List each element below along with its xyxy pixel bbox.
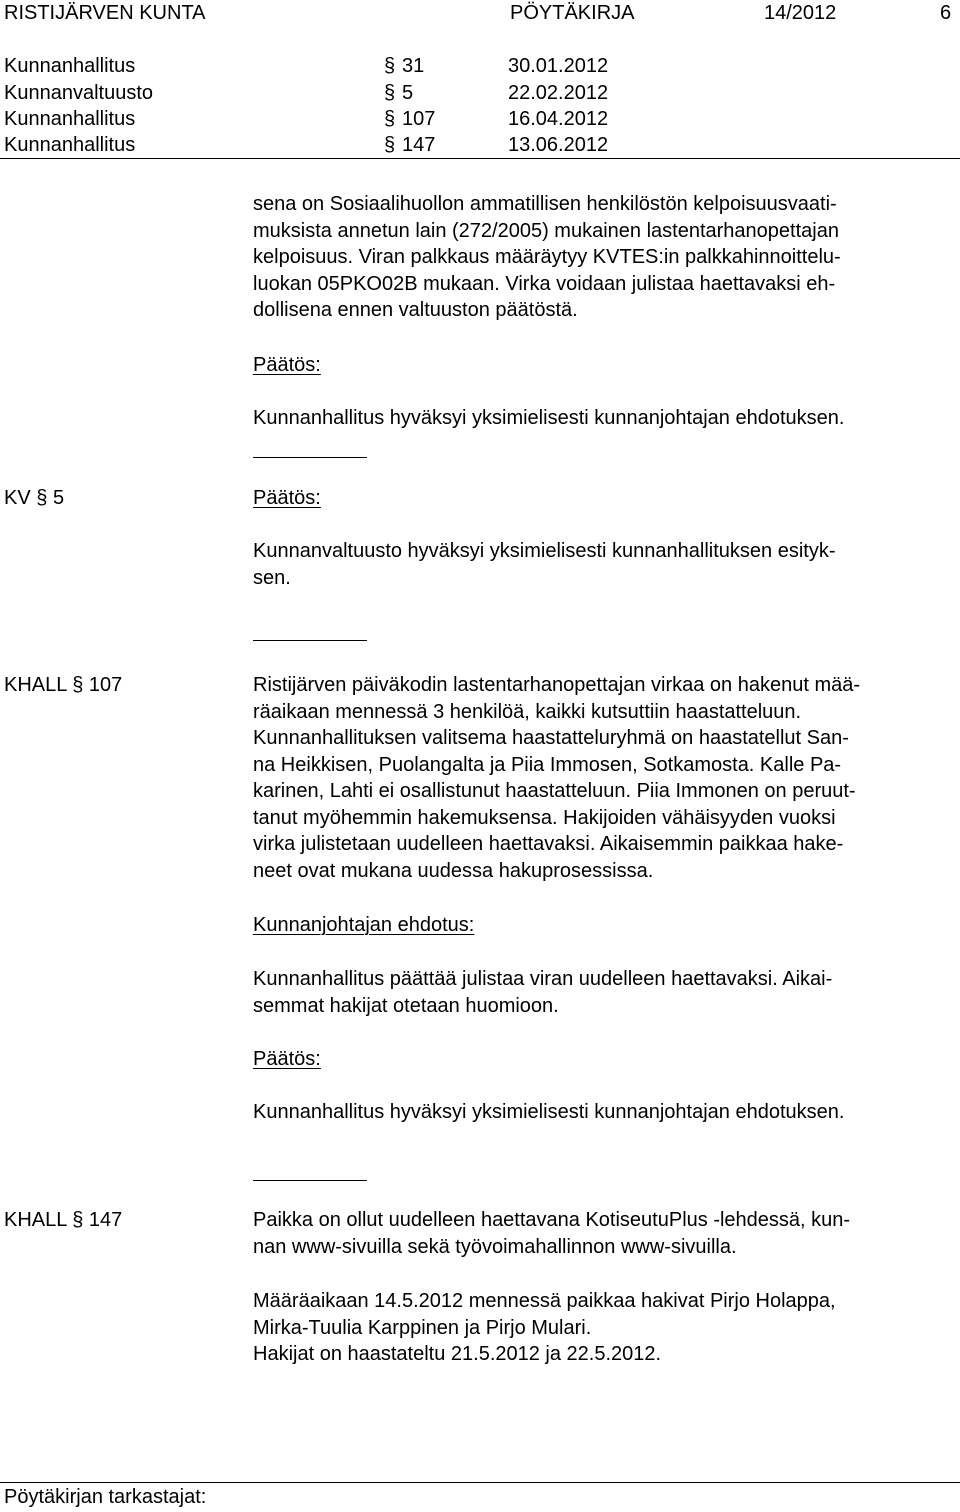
decision-text <box>253 538 836 591</box>
text-line: kelpoisuus. Viran palkkaus määräytyy KVTES:in palkkahinnoittelu- <box>253 246 841 268</box>
section-sign: § <box>384 134 396 156</box>
khall107-paragraph <box>253 672 860 884</box>
decision-label: Päätös: <box>253 487 321 509</box>
section-num: 147 <box>88 1209 123 1231</box>
decision-label: Päätös: <box>253 1048 321 1070</box>
text-line: Määräaikaan 14.5.2012 mennessä paikkaa hakivat Pirjo Holappa, <box>253 1290 836 1312</box>
decision-text: Kunnanhallitus hyväksyi yksimielisesti kunnanjohtajan ehdotuksen. <box>253 407 845 429</box>
section-sign: § <box>72 674 84 696</box>
text-line: Kunnanvaltuusto hyväksyi yksimielisesti kunnanhallituksen esityk- <box>253 540 836 562</box>
text-line: dollisena ennen valtuuston päätöstä. <box>253 299 578 321</box>
separator-rule <box>253 1180 367 1181</box>
history-body: Kunnanvaltuusto <box>4 82 154 104</box>
text-line: nan www-sivuilla sekä työvoimahallinnon www-sivuilla. <box>253 1235 737 1258</box>
separator-rule <box>253 640 367 641</box>
text-line: Mirka-Tuulia Karppinen ja Pirjo Mulari. <box>253 1316 592 1339</box>
history-body: Kunnanhallitus <box>4 108 136 130</box>
text-line: räaikaan mennessä 3 henkilöä, kaikki kutsuttiin haastatteluun. <box>253 700 802 723</box>
khall147-paragraph <box>253 1207 850 1260</box>
history-num: 107 <box>402 108 436 130</box>
text-line: karinen, Lahti ei osallistunut haastatteluun. Piia Immonen on peruut- <box>253 780 856 802</box>
section-num: 107 <box>88 674 123 696</box>
proposal-label: Kunnanjohtajan ehdotus: <box>253 914 475 936</box>
section-heading-khall147 <box>4 1207 122 1233</box>
doc-type: PÖYTÄKIRJA <box>510 2 635 24</box>
history-date: 30.01.2012 <box>508 55 609 77</box>
text-line: sena on Sosiaalihuollon ammatillisen henkilöstön kelpoisuusvaati- <box>253 193 837 215</box>
history-date: 22.02.2012 <box>508 82 609 104</box>
history-num: 5 <box>402 82 414 104</box>
page-number: 6 <box>940 2 952 24</box>
text-line: neet ovat mukana uudessa hakuprosessissa. <box>253 859 654 882</box>
text-line: na Heikkisen, Puolangalta ja Piia Immosen, Sotkamosta. Kalle Pa- <box>253 753 842 776</box>
text-line: virka julistetaan uudelleen haettavaksi. Aikaisemmin paikkaa hake- <box>253 833 844 855</box>
history-body: Kunnanhallitus <box>4 55 136 77</box>
section-sign: § <box>72 1209 84 1231</box>
section-sign: § <box>384 55 396 77</box>
intro-paragraph <box>253 191 841 324</box>
text-line: Paikka on ollut uudelleen haettavana KotiseutuPlus -lehdessä, kun- <box>253 1209 851 1231</box>
text-line: tanut myöhemmin hakemuksensa. Hakijoiden vähäisyyden vuoksi <box>253 806 836 829</box>
text-line: muksista annetun lain (272/2005) mukainen lastentarhanopettajan <box>253 219 839 242</box>
section-prefix: KHALL <box>4 674 67 696</box>
doc-number: 14/2012 <box>764 2 837 24</box>
header-rule <box>0 158 960 159</box>
org-name: RISTIJÄRVEN KUNTA <box>4 2 206 24</box>
section-prefix: KV <box>4 487 31 509</box>
text-line: Ristijärven päiväkodin lastentarhanopettajan virkaa on hakenut mää- <box>253 674 861 696</box>
history-body: Kunnanhallitus <box>4 134 136 156</box>
decision-label: Päätös: <box>253 354 321 376</box>
footer-rule <box>0 1482 960 1483</box>
text-line: Hakijat on haastateltu 21.5.2012 ja 22.5.2012. <box>253 1343 662 1365</box>
section-sign: § <box>36 487 48 509</box>
text-line: semmat hakijat otetaan huomioon. <box>253 994 559 1017</box>
khall147-paragraph-2 <box>253 1288 836 1368</box>
separator-rule <box>253 457 367 458</box>
section-heading-khall107 <box>4 672 122 698</box>
history-date: 13.06.2012 <box>508 134 609 156</box>
decision-text: Kunnanhallitus hyväksyi yksimielisesti kunnanjohtajan ehdotuksen. <box>253 1101 845 1123</box>
text-line: sen. <box>253 566 291 589</box>
footer-label: Pöytäkirjan tarkastajat: <box>4 1486 207 1508</box>
section-sign: § <box>384 108 396 130</box>
section-num: 5 <box>52 487 65 509</box>
history-date: 16.04.2012 <box>508 108 609 130</box>
section-sign: § <box>384 82 396 104</box>
section-prefix: KHALL <box>4 1209 67 1231</box>
text-line: Kunnanhallitus päättää julistaa viran uudelleen haettavaksi. Aikai- <box>253 968 833 990</box>
proposal-text <box>253 966 832 1019</box>
history-num: 147 <box>402 134 436 156</box>
text-line: Kunnanhallituksen valitsema haastatteluryhmä on haastatellut San- <box>253 727 849 749</box>
history-num: 31 <box>402 55 425 77</box>
section-heading-kv5 <box>4 485 64 511</box>
text-line: luokan 05PKO02B mukaan. Virka voidaan julistaa haettavaksi eh- <box>253 272 836 295</box>
